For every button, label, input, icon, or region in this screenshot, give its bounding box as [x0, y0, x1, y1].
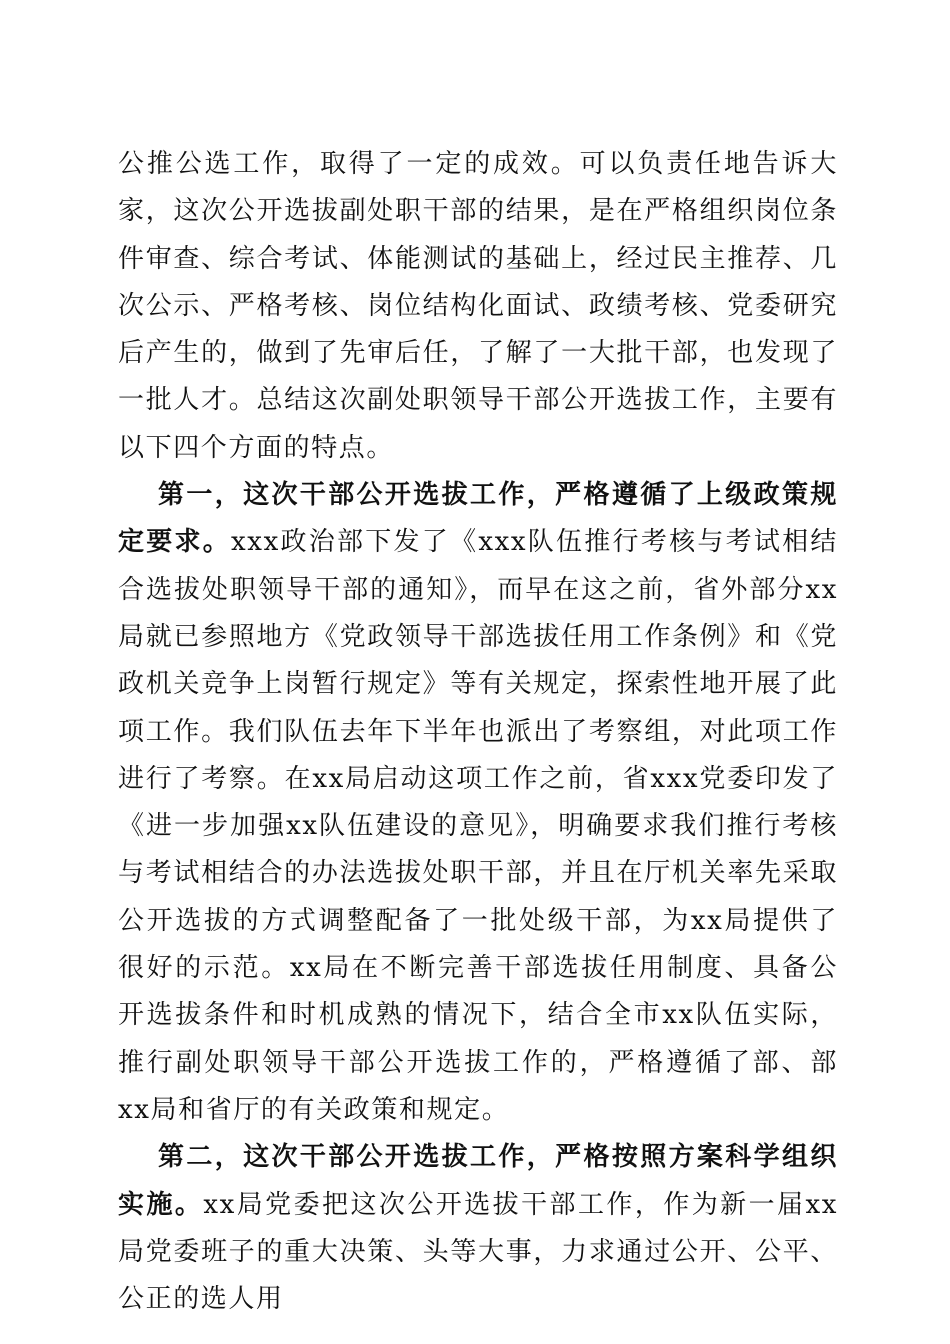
- paragraph-first-point-text: xxx政治部下发了《xxx队伍推行考核与考试相结合选拔处职领导干部的通知》，而早在这之前，省外部分xx局就已参照地方《党政领导干部选拔任用工作条例》和《党政机关竞争上岗暂行规定》等有关规定，探索性地开展了此项工作。我们队伍去年下半年也派出了考察组，对此项工作进行了考察。在xx局启动这项工作之前，省xxx党委印发了《进一步加强xx队伍建设的意见》，明确要求我们推行考核与考试相结合的办法选拔处职干部，并且在厅机关率先采取公开选拔的方式调整配备了一批处级干部，为xx局提供了很好的示范。xx局在不断完善干部选拔任用制度、具备公开选拔条件和时机成熟的情况下，结合全市xx队伍实际，推行副处职领导干部公开选拔工作的，严格遵循了部、部xx局和省厅的有关政策和规定。: [118, 527, 838, 1125]
- paragraph-intro-text: 公推公选工作，取得了一定的成效。可以负责任地告诉大家，这次公开选拔副处职干部的结果，是在严格组织岗位条件审查、综合考试、体能测试的基础上，经过民主推荐、几次公示、严格考核、岗位结构化面试、政绩考核、党委研究后产生的，做到了先审后任，了解了一大批干部，也发现了一批人才。总结这次副处职领导干部公开选拔工作，主要有以下四个方面的特点。: [118, 149, 838, 463]
- paragraph-second-point-lead: 第二，这次干部公开选拔工作，严格按照方案科学组织实施。: [118, 1142, 838, 1220]
- paragraph-first-point: [118, 472, 838, 1134]
- paragraph-second-point: [118, 1134, 838, 1323]
- paragraph-second-point-text: xx局党委把这次公开选拔干部工作，作为新一届xx局党委班子的重大决策、头等大事，力求通过公开、公平、公正的选人用: [118, 1189, 838, 1315]
- paragraph-intro: [118, 141, 838, 472]
- paragraph-first-point-lead: 第一，这次干部公开选拔工作，严格遵循了上级政策规定要求。: [118, 480, 838, 558]
- document-body: [118, 141, 838, 1323]
